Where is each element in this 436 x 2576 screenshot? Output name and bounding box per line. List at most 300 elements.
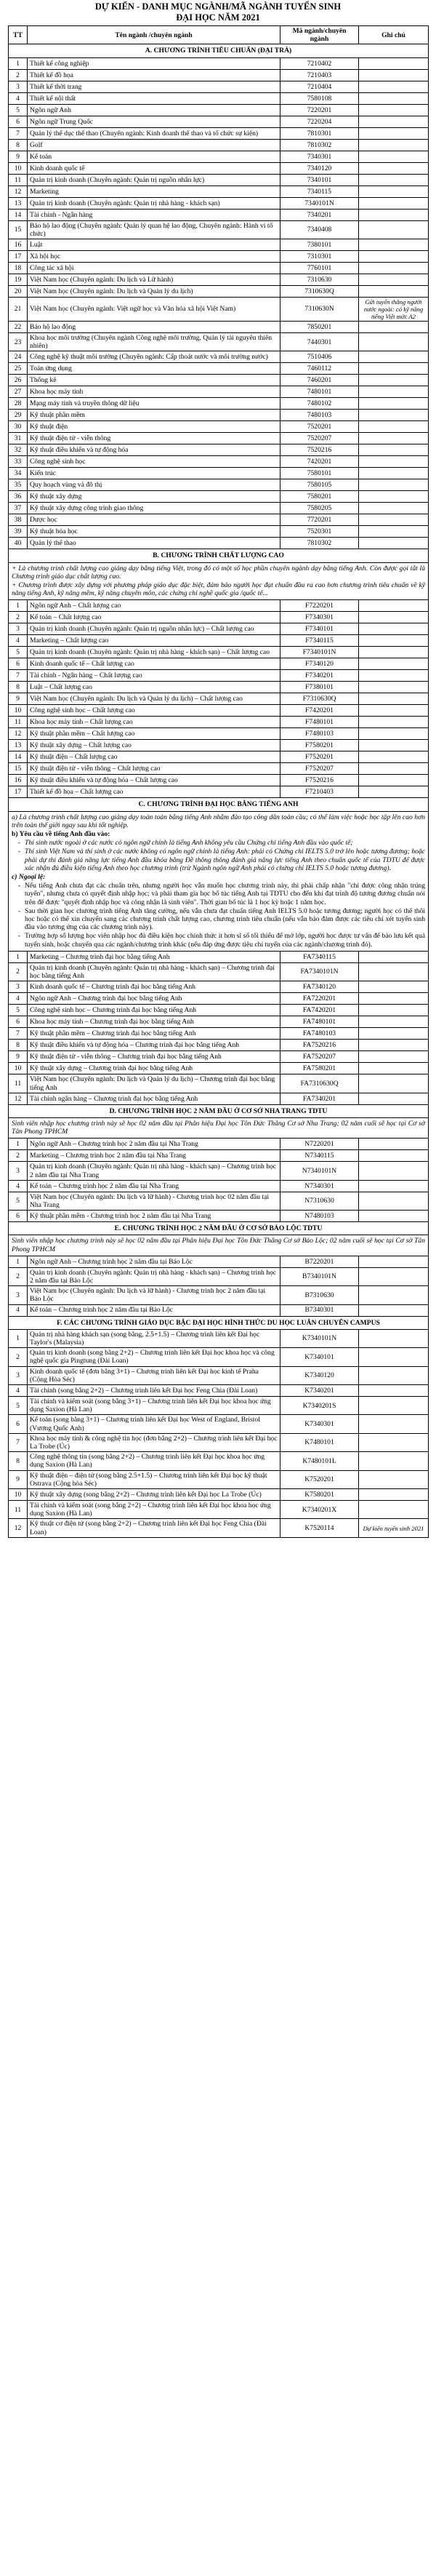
- row-number: 19: [9, 274, 28, 286]
- major-name: Công tác xã hội: [28, 263, 280, 274]
- row-number: 6: [9, 116, 28, 127]
- major-code: 7310301: [280, 251, 359, 263]
- major-name: Kỹ thuật phần mềm - Chương trình học 2 năm đầu tại Nha Trang: [28, 1211, 280, 1222]
- row-number: 16: [9, 775, 28, 786]
- row-number: 39: [9, 526, 28, 538]
- section-intro-row: [9, 562, 429, 600]
- major-name: Việt Nam học (Chuyên ngành: Du lịch và Quản lý du lịch): [28, 286, 280, 298]
- major-note: [359, 186, 429, 197]
- row-number: 10: [9, 1063, 28, 1074]
- major-name: Tài chính (song bằng 2+2) – Chương trình liên kết Đại học Feng Chia (Đài Loan): [28, 1384, 280, 1396]
- row-number: 4: [9, 92, 28, 104]
- major-name: Tài chính - Ngân hàng – Chất lượng cao: [28, 670, 280, 682]
- major-code: 7210404: [280, 81, 359, 92]
- table-row: [9, 1211, 429, 1222]
- intro-list-item: - Nếu tiếng Anh chưa đạt các chuẩn trên, nhưng người học vẫn muốn học chương trình này, thì phải chấp nhận "chỉ được công nhận trúng tuyển", nhưng chưa có quyết định nhập học; và phải tham gia học bổ túc tiếng Anh tại TDTU cho đến khi đạt trình độ tương đương chuẩn nói trên để được "quyết định nhập học và công nhận là sinh viên". Thời gian bổ túc là 1 học kỳ hoặc 1 năm học.: [25, 882, 425, 906]
- major-name: Thiết kế nội thất: [28, 92, 280, 104]
- major-name: Công nghệ kỹ thuật môi trường (Chuyên ngành: Cấp thoát nước và môi trường nước): [28, 351, 280, 363]
- table-row: [9, 351, 429, 363]
- table-row: [9, 174, 429, 186]
- table-row: [9, 600, 429, 612]
- row-number: 18: [9, 263, 28, 274]
- row-number: 14: [9, 751, 28, 763]
- row-number: 5: [9, 1005, 28, 1016]
- table-row: [9, 251, 429, 263]
- table-row: [9, 151, 429, 162]
- major-note: [359, 286, 429, 298]
- major-name: Kinh doanh quốc tế: [28, 162, 280, 174]
- table-row: [9, 92, 429, 104]
- major-name: Bảo hộ lao động (Chuyên ngành: Quản lý quan hệ lao động, Chuyên ngành: Hành vi tổ chức): [28, 220, 280, 239]
- major-name: Kỹ thuật điện: [28, 421, 280, 433]
- major-code: 7340120: [280, 162, 359, 174]
- row-number: 7: [9, 1433, 28, 1451]
- major-note: [359, 491, 429, 503]
- major-note: [359, 682, 429, 693]
- major-note: [359, 398, 429, 410]
- row-number: 1: [9, 1329, 28, 1347]
- table-row: [9, 479, 429, 491]
- row-number: 1: [9, 57, 28, 69]
- major-note: [359, 351, 429, 363]
- major-name: Tài chính và kiểm soát (song bằng 2+2) – Chương trình liên kết Đại học khoa học ứng dụng Saxion (Hà Lan): [28, 1501, 280, 1519]
- table-body: [9, 44, 429, 1537]
- row-number: 3: [9, 623, 28, 635]
- table-row: [9, 728, 429, 740]
- table-row: [9, 491, 429, 503]
- row-number: 12: [9, 1093, 28, 1104]
- major-code: K7340201S: [280, 1396, 359, 1414]
- row-number: 2: [9, 1348, 28, 1366]
- major-note: [359, 962, 429, 981]
- section-intro: [9, 1117, 429, 1138]
- major-note: [359, 322, 429, 333]
- major-note: [359, 693, 429, 705]
- table-row: [9, 693, 429, 705]
- major-note: [359, 81, 429, 92]
- row-number: 16: [9, 239, 28, 251]
- major-name: Kỹ thuật phần mềm – Chương trình đại học bằng tiếng Anh: [28, 1028, 280, 1040]
- row-number: 31: [9, 433, 28, 444]
- major-code: 7420201: [280, 456, 359, 468]
- major-name: Kiến trúc: [28, 468, 280, 479]
- table-row: [9, 1150, 429, 1162]
- major-note: [359, 1304, 429, 1316]
- major-code: FA7420201: [280, 1005, 359, 1016]
- major-code: 7480102: [280, 398, 359, 410]
- major-note: [359, 174, 429, 186]
- major-note: Dự kiến tuyển sinh 2021: [359, 1519, 429, 1537]
- header-code: Mã ngành/chuyên ngành: [280, 26, 359, 44]
- table-row: [9, 1519, 429, 1537]
- major-name: Kỹ thuật điều khiển và tự động hóa: [28, 444, 280, 456]
- row-number: 17: [9, 786, 28, 798]
- table-row: [9, 1415, 429, 1433]
- major-note: [359, 1051, 429, 1063]
- major-code: 7580201: [280, 491, 359, 503]
- row-number: 15: [9, 763, 28, 775]
- major-code: K7520114: [280, 1519, 359, 1537]
- section-title: B. CHƯƠNG TRÌNH CHẤT LƯỢNG CAO: [9, 549, 429, 562]
- major-code: 7520216: [280, 444, 359, 456]
- row-number: 9: [9, 1470, 28, 1488]
- table-row: [9, 209, 429, 220]
- row-number: 17: [9, 251, 28, 263]
- major-code: 7310630Q: [280, 286, 359, 298]
- major-code: K7340101N: [280, 1329, 359, 1347]
- table-row: [9, 981, 429, 993]
- row-number: 25: [9, 363, 28, 375]
- row-number: 22: [9, 322, 28, 333]
- major-code: F7420201: [280, 705, 359, 717]
- major-name: Marketing – Chương trình học 2 năm đầu tại Nha Trang: [28, 1150, 280, 1162]
- major-note: [359, 1501, 429, 1519]
- major-note: [359, 151, 429, 162]
- table-row: [9, 763, 429, 775]
- major-name: Golf: [28, 139, 280, 151]
- major-code: F7340201: [280, 670, 359, 682]
- row-number: 36: [9, 491, 28, 503]
- major-name: Công nghệ thông tin (song bằng 2+2) – Chương trình liên kết Đại học khoa học ứng dụng Saxion (Hà Lan): [28, 1452, 280, 1470]
- table-row: [9, 751, 429, 763]
- row-number: 7: [9, 127, 28, 139]
- major-code: FA7520207: [280, 1051, 359, 1063]
- table-row: [9, 1180, 429, 1192]
- table-row: [9, 398, 429, 410]
- major-note: [359, 1489, 429, 1501]
- table-row: [9, 421, 429, 433]
- major-name: Kế toán: [28, 151, 280, 162]
- major-code: F7340301: [280, 612, 359, 623]
- table-row: [9, 162, 429, 174]
- major-code: F7340101N: [280, 647, 359, 658]
- intro-list-c: [12, 882, 425, 949]
- major-code: 7340408: [280, 220, 359, 239]
- row-number: 11: [9, 717, 28, 728]
- major-code: K7520201: [280, 1470, 359, 1488]
- major-note: [359, 1028, 429, 1040]
- document-subtitle: ĐẠI HỌC NĂM 2021: [176, 12, 260, 23]
- table-row: [9, 1139, 429, 1150]
- section-header: [9, 1104, 429, 1117]
- major-code: 7760101: [280, 263, 359, 274]
- table-row: [9, 1074, 429, 1093]
- intro-list-b: [12, 839, 425, 872]
- row-number: 4: [9, 993, 28, 1005]
- table-row: [9, 298, 429, 322]
- major-name: Kỹ thuật điện – Chất lượng cao: [28, 751, 280, 763]
- row-number: 2: [9, 1150, 28, 1162]
- section-intro-row: [9, 1117, 429, 1138]
- major-note: [359, 421, 429, 433]
- table-row: [9, 1329, 429, 1347]
- major-code: FA7220201: [280, 993, 359, 1005]
- table-row: [9, 239, 429, 251]
- major-note: [359, 456, 429, 468]
- major-code: 7480101: [280, 386, 359, 398]
- row-number: 2: [9, 1267, 28, 1285]
- major-name: Kỹ thuật xây dựng công trình giao thông: [28, 503, 280, 514]
- major-code: 7380101: [280, 239, 359, 251]
- major-name: Ngôn ngữ Anh – Chất lượng cao: [28, 600, 280, 612]
- major-name: Ngôn ngữ Trung Quốc: [28, 116, 280, 127]
- major-name: Kỹ thuật điện tử - viễn thông: [28, 433, 280, 444]
- major-note: [359, 728, 429, 740]
- major-name: Việt Nam học (Chuyên ngành: Việt ngữ học và Văn hóa xã hội Việt Nam): [28, 298, 280, 322]
- major-code: 7580108: [280, 92, 359, 104]
- intro-paragraph: Sinh viên nhập học chương trình này sẽ học 02 năm đầu tại Phân hiệu Đại học Tôn Đức Thắng Cơ sở Bảo Lộc; 02 năm cuối sẽ học tại Cơ sở Tân Phong TPHCM: [12, 1237, 425, 1253]
- major-note: [359, 92, 429, 104]
- major-code: 7340301: [280, 151, 359, 162]
- table-row: [9, 186, 429, 197]
- major-name: Ngôn ngữ Anh – Chương trình đại học bằng tiếng Anh: [28, 993, 280, 1005]
- row-number: 10: [9, 705, 28, 717]
- major-note: [359, 1150, 429, 1162]
- row-number: 6: [9, 658, 28, 670]
- major-code: B7310630: [280, 1286, 359, 1304]
- major-code: F7480103: [280, 728, 359, 740]
- table-row: [9, 104, 429, 116]
- intro-list-item: - Thí sinh nước ngoài ở các nước có ngôn ngữ chính là tiếng Anh không yêu cầu Chứng chỉ tiếng Anh đầu vào quốc tế;: [25, 839, 425, 847]
- row-number: 2: [9, 962, 28, 981]
- row-number: 34: [9, 468, 28, 479]
- major-note: [359, 775, 429, 786]
- major-code: 7310630N: [280, 298, 359, 322]
- table-header-row: [9, 26, 429, 44]
- row-number: 4: [9, 1180, 28, 1192]
- row-number: 11: [9, 1074, 28, 1093]
- major-name: Kỹ thuật xây dựng (song bằng 2+2) – Chương trình liên kết Đại học La Trobe (Úc): [28, 1489, 280, 1501]
- row-number: 3: [9, 1366, 28, 1384]
- major-code: 7340201: [280, 209, 359, 220]
- major-note: [359, 1415, 429, 1433]
- major-note: [359, 410, 429, 421]
- row-number: 30: [9, 421, 28, 433]
- major-code: F7580201: [280, 740, 359, 751]
- table-row: [9, 1396, 429, 1414]
- table-row: [9, 962, 429, 981]
- intro-heading-b: b) Yêu cầu về tiếng Anh đầu vào:: [12, 830, 110, 839]
- header-note: Ghi chú: [359, 26, 429, 44]
- major-note: [359, 1063, 429, 1074]
- major-note: [359, 433, 429, 444]
- major-note: [359, 444, 429, 456]
- major-note: [359, 514, 429, 526]
- major-code: F7340120: [280, 658, 359, 670]
- table-row: [9, 1028, 429, 1040]
- row-number: 2: [9, 612, 28, 623]
- table-row: [9, 717, 429, 728]
- row-number: 8: [9, 682, 28, 693]
- major-note: [359, 503, 429, 514]
- major-name: Luật: [28, 239, 280, 251]
- major-note: [359, 1162, 429, 1180]
- table-row: [9, 670, 429, 682]
- major-note: [359, 333, 429, 351]
- major-name: Việt Nam học (Chuyên ngành: Du lịch và lữ hành) - Chương trình học 02 năm đầu tại Nha Trang: [28, 1192, 280, 1210]
- major-name: Thiết kế thời trang: [28, 81, 280, 92]
- row-number: 6: [9, 1016, 28, 1028]
- intro-list-item: - Trường hợp số lượng học viên nhập học đủ điều kiện học chính thức ít hơn sĩ số tối thiểu để mở lớp, người học được tư vấn để bảo lưu kết quả tuyển sinh, hoặc chuyển qua các ngành/chương trình khác (nếu đáp ứng được tiêu chí tuyển của các ngành/chương trình đó).: [25, 932, 425, 948]
- intro-paragraph: + Là chương trình chất lượng cao giảng dạy bằng tiếng Việt, trong đó có một số học phần chuyên ngành dạy bằng tiếng Anh. Còn được gọi tắt là Chương trình giáo dục chất lượng cao.: [12, 564, 425, 581]
- major-note: Gửi tuyển thẳng người nước ngoài: có kỹ năng tiếng Việt mức A2: [359, 298, 429, 322]
- table-row: [9, 1063, 429, 1074]
- major-note: [359, 623, 429, 635]
- section-intro: [9, 562, 429, 600]
- table-row: [9, 386, 429, 398]
- major-code: FA7480101: [280, 1016, 359, 1028]
- major-code: K7340201: [280, 1384, 359, 1396]
- intro-list-item: - Sau thời gian học chương trình tiếng Anh tăng cường, nếu vẫn chưa đạt chuẩn tiếng Anh IELTS 5.0 hoặc tương đương; người học có thể thôi học hoặc có thể xin chuyển sang các chương trình chất lượng cao, chương trình tiêu chuẩn (nếu vẫn bảo đảm được các tiêu chí xét tuyển sinh đầu vào tương ứng của các chương trình này).: [25, 907, 425, 932]
- major-name: Kế toán – Chương trình học 2 năm đầu tại Bảo Lộc: [28, 1304, 280, 1316]
- major-note: [359, 705, 429, 717]
- major-code: F7340115: [280, 635, 359, 647]
- major-code: FA7340101N: [280, 962, 359, 981]
- major-note: [359, 220, 429, 239]
- major-code: F7220201: [280, 600, 359, 612]
- major-code: 7580105: [280, 479, 359, 491]
- major-code: K7340301: [280, 1415, 359, 1433]
- major-code: K7340201X: [280, 1501, 359, 1519]
- major-note: [359, 1366, 429, 1384]
- major-name: Công nghệ sinh học: [28, 456, 280, 468]
- row-number: 38: [9, 514, 28, 526]
- row-number: 4: [9, 1384, 28, 1396]
- table-row: [9, 612, 429, 623]
- major-note: [359, 104, 429, 116]
- major-name: Thống kê: [28, 375, 280, 386]
- row-number: 40: [9, 538, 28, 549]
- section-header: [9, 44, 429, 57]
- table-row: [9, 775, 429, 786]
- row-number: 13: [9, 197, 28, 209]
- major-name: Xã hội học: [28, 251, 280, 263]
- major-note: [359, 951, 429, 962]
- major-note: [359, 717, 429, 728]
- major-code: F7310630Q: [280, 693, 359, 705]
- major-name: Quản trị kinh doanh (Chuyên ngành: Quản trị nhà hàng - khách sạn) – Chương trình học 2 năm đầu tại Nha Trang: [28, 1162, 280, 1180]
- major-name: Quản trị kinh doanh (Chuyên ngành: Quản trị nhà hàng - khách sạn) – Chương trình đại học bằng tiếng Anh: [28, 962, 280, 981]
- major-note: [359, 239, 429, 251]
- major-name: Kỹ thuật điện tử - viễn thông – Chất lượng cao: [28, 763, 280, 775]
- major-name: Kỹ thuật phần mềm – Chất lượng cao: [28, 728, 280, 740]
- table-row: [9, 1433, 429, 1451]
- major-name: Luật – Chất lượng cao: [28, 682, 280, 693]
- major-code: 7510406: [280, 351, 359, 363]
- major-code: 7810302: [280, 139, 359, 151]
- major-name: Quản trị kinh doanh (Chuyên ngành: Quản trị nhà hàng - khách sạn) – Chương trình học 2 năm đầu tại Bảo Lộc: [28, 1267, 280, 1285]
- section-title: F. CÁC CHƯƠNG TRÌNH GIÁO DỤC BẬC ĐẠI HỌC HÌNH THỨC DU HỌC LUÂN CHUYỂN CAMPUS: [9, 1316, 429, 1329]
- major-code: B7220201: [280, 1256, 359, 1267]
- major-name: Marketing – Chất lượng cao: [28, 635, 280, 647]
- section-header: [9, 1222, 429, 1235]
- major-code: K7340120: [280, 1366, 359, 1384]
- table-row: [9, 514, 429, 526]
- intro-paragraph-a: a) Là chương trình chất lượng cao giảng dạy toàn toàn bằng tiếng Anh nhằm đào tạo công dân toàn cầu; có thể làm việc hoặc học tập lên cao hơn trên toàn thế giới ngay sau khi tốt nghiệp.: [12, 813, 425, 829]
- row-number: 9: [9, 1051, 28, 1063]
- major-note: [359, 1384, 429, 1396]
- major-code: 7340115: [280, 186, 359, 197]
- major-code: N7480103: [280, 1211, 359, 1222]
- table-row: [9, 456, 429, 468]
- table-row: [9, 993, 429, 1005]
- major-name: Kỹ thuật điện – điện tử (song bằng 2.5+1.5) – Chương trình liên kết Đại học kỹ thuật Ostrava (Cộng hòa Séc): [28, 1470, 280, 1488]
- section-header: [9, 1316, 429, 1329]
- section-title: D. CHƯƠNG TRÌNH HỌC 2 NĂM ĐẦU Ở CƠ SỞ NHA TRANG TDTU: [9, 1104, 429, 1117]
- major-note: [359, 612, 429, 623]
- major-code: FA7340115: [280, 951, 359, 962]
- major-note: [359, 1256, 429, 1267]
- table-row: [9, 647, 429, 658]
- row-number: 11: [9, 174, 28, 186]
- major-note: [359, 263, 429, 274]
- major-note: [359, 69, 429, 81]
- section-intro: [9, 1235, 429, 1256]
- major-note: [359, 538, 429, 549]
- row-number: 21: [9, 298, 28, 322]
- major-name: Quản trị kinh doanh (Chuyên ngành: Quản trị nhà hàng - khách sạn): [28, 197, 280, 209]
- table-row: [9, 1366, 429, 1384]
- major-note: [359, 375, 429, 386]
- major-name: Kỹ thuật điều khiển và tự động hóa – Chương trình đại học bằng tiếng Anh: [28, 1040, 280, 1051]
- table-row: [9, 468, 429, 479]
- major-note: [359, 386, 429, 398]
- row-number: 15: [9, 220, 28, 239]
- major-name: Khoa học máy tính – Chất lượng cao: [28, 717, 280, 728]
- major-note: [359, 1348, 429, 1366]
- table-row: [9, 1501, 429, 1519]
- major-note: [359, 1211, 429, 1222]
- major-code: 7220201: [280, 104, 359, 116]
- row-number: 1: [9, 1139, 28, 1150]
- intro-list-item: - Thí sinh Việt Nam và thí sinh ở các nước không có ngôn ngữ chính là tiếng Anh: phải có Chứng chỉ IELTS 5.0 trở lên hoặc tương đương; hoặc phải dự thi đánh giá năng lực tiếng Anh đầu khóa bằng Đề thông thông đánh giá năng lực tiếng Anh theo chuẩn quốc tế của TDTU để được xác nhận đủ điều kiện tiếng Anh theo học chương trình (trừ Ngành ngôn ngữ Anh phải có chứng chỉ IELTS 5.0 hoặc tương đương).: [25, 848, 425, 872]
- row-number: 6: [9, 1415, 28, 1433]
- table-row: [9, 951, 429, 962]
- major-name: Bảo hộ lao động: [28, 322, 280, 333]
- major-name: Kỹ thuật hóa học: [28, 526, 280, 538]
- major-note: [359, 763, 429, 775]
- row-number: 32: [9, 444, 28, 456]
- major-code: B7340101N: [280, 1267, 359, 1285]
- table-row: [9, 333, 429, 351]
- row-number: 7: [9, 1028, 28, 1040]
- row-number: 6: [9, 1211, 28, 1222]
- table-row: [9, 410, 429, 421]
- row-number: 9: [9, 693, 28, 705]
- table-row: [9, 1016, 429, 1028]
- major-note: [359, 635, 429, 647]
- major-name: Ngôn ngữ Anh – Chương trình học 2 năm đầu tại Bảo Lộc: [28, 1256, 280, 1267]
- row-number: 7: [9, 670, 28, 682]
- row-number: 12: [9, 186, 28, 197]
- section-intro-row: [9, 811, 429, 951]
- major-name: Thiết kế đồ họa – Chất lượng cao: [28, 786, 280, 798]
- table-row: [9, 433, 429, 444]
- major-code: B7340301: [280, 1304, 359, 1316]
- major-note: [359, 468, 429, 479]
- table-row: [9, 81, 429, 92]
- table-row: [9, 1040, 429, 1051]
- major-name: Quản trị kinh doanh (song bằng 2+2) – Chương trình liên kết Đại học khoa học và công nghệ quốc gia Pingtung (Đài Loan): [28, 1348, 280, 1366]
- major-note: [359, 658, 429, 670]
- major-name: Quản trị kinh doanh (Chuyên ngành: Quản trị nhà hàng - khách sạn) – Chất lượng cao: [28, 647, 280, 658]
- major-code: F7520207: [280, 763, 359, 775]
- major-name: Kỹ thuật phần mềm: [28, 410, 280, 421]
- row-number: 2: [9, 69, 28, 81]
- major-note: [359, 751, 429, 763]
- table-row: [9, 503, 429, 514]
- major-note: [359, 479, 429, 491]
